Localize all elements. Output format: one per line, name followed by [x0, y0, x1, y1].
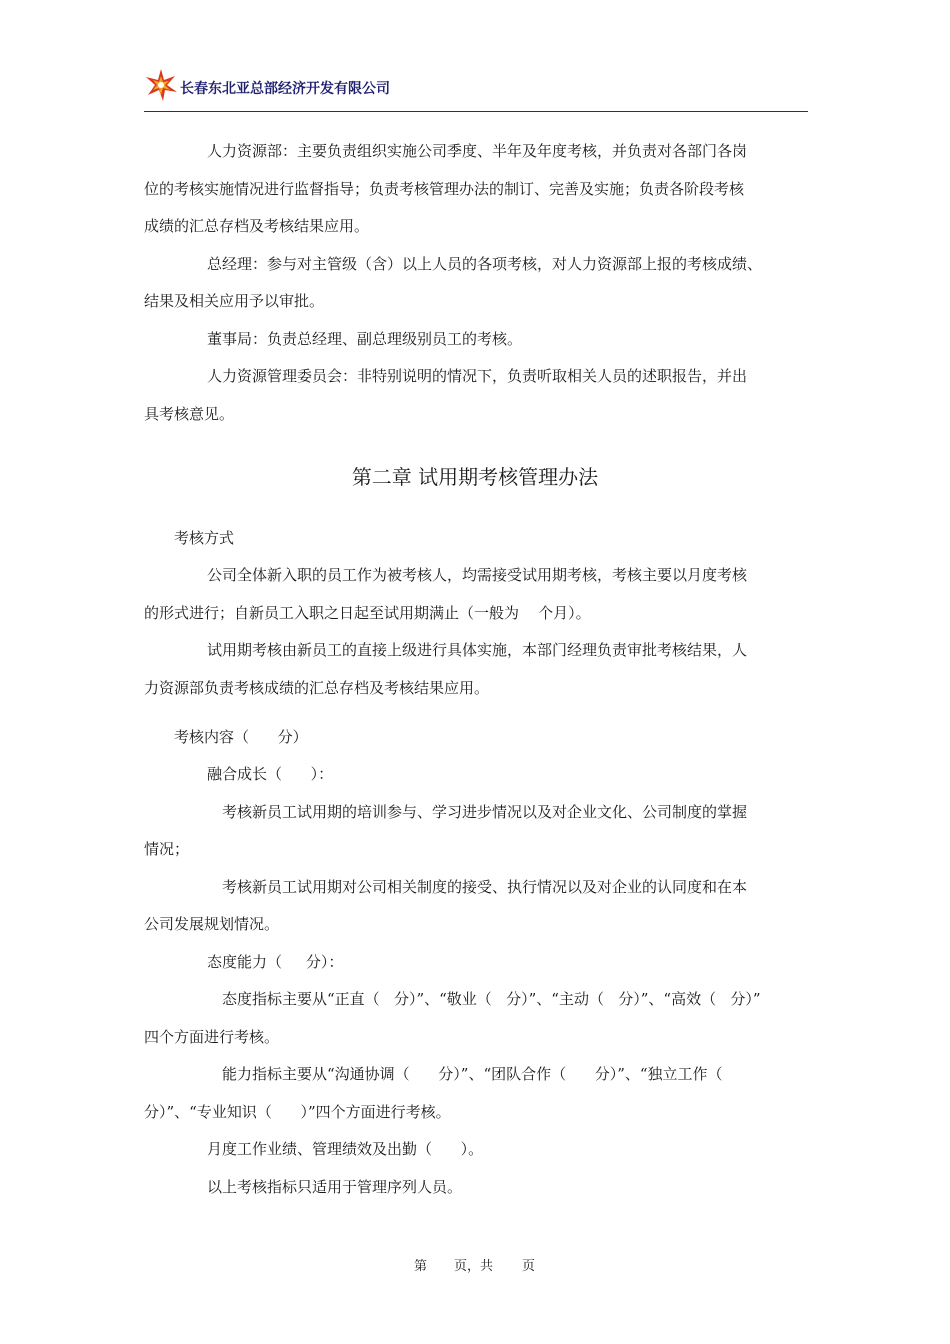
para-ability-1: 能力指标主要从“沟通协调（ 分）”、“团队合作（ 分）”、“独立工作（: [222, 1065, 723, 1083]
para-gm-2: 结果及相关应用予以审批。: [144, 292, 325, 310]
page-total-label: 页: [522, 1259, 536, 1274]
chapter-title: 第二章 试用期考核管理办法: [351, 465, 599, 489]
section-method: 考核方式: [174, 529, 235, 547]
para-board: 董事局：负责总经理、副总理级别员工的考核。: [207, 330, 523, 348]
para-growth-1: 考核新员工试用期的培训参与、学习进步情况以及对企业文化、公司制度的掌握: [222, 803, 748, 821]
para-growth-3: 考核新员工试用期对公司相关制度的接受、执行情况以及对企业的认同度和在本: [222, 878, 748, 896]
company-logo-icon: [144, 68, 178, 102]
para-growth-2: 情况；: [144, 840, 190, 858]
para-attitude-1: 态度指标主要从“正直（ 分）”、“敬业（ 分）”、“主动（ 分）”、“高效（ 分）”: [222, 990, 761, 1008]
item-performance: 月度工作业绩、管理绩效及出勤（ ）。: [207, 1140, 484, 1158]
para-ability-2: 分）”、“专业知识（ ）”四个方面进行考核。: [144, 1103, 451, 1121]
page-number-separator: 页，共: [454, 1259, 494, 1274]
header-divider: [144, 111, 808, 112]
para-committee-2: 具考核意见。: [144, 405, 235, 423]
page-number-label: 第: [414, 1259, 428, 1274]
item-attitude: 态度能力（ 分）：: [207, 953, 344, 971]
para-hr-3: 成绩的汇总存档及考核结果应用。: [144, 217, 370, 235]
para-method-1: 公司全体新入职的员工作为被考核人，均需接受试用期考核，考核主要以月度考核: [207, 566, 748, 584]
para-attitude-2: 四个方面进行考核。: [144, 1028, 280, 1046]
company-name: 长春东北亚总部经济开发有限公司: [180, 81, 390, 97]
para-growth-4: 公司发展规划情况。: [144, 915, 280, 933]
section-content: 考核内容（ 分）: [174, 728, 308, 746]
item-growth: 融合成长（ ）：: [207, 765, 334, 783]
para-committee-1: 人力资源管理委员会：非特别说明的情况下，负责听取相关人员的述职报告，并出: [207, 367, 748, 385]
para-gm-1: 总经理：参与对主管级（含）以上人员的各项考核，对人力资源部上报的考核成绩、: [207, 255, 763, 273]
para-method-4: 力资源部负责考核成绩的汇总存档及考核结果应用。: [144, 679, 490, 697]
para-method-2: 的形式进行；自新员工入职之日起至试用期满止（一般为 个月）。: [144, 604, 591, 622]
para-hr-2: 位的考核实施情况进行监督指导；负责考核管理办法的制订、完善及实施；负责各阶段考核: [144, 180, 745, 198]
para-method-3: 试用期考核由新员工的直接上级进行具体实施，本部门经理负责审批考核结果，人: [207, 641, 748, 659]
para-note: 以上考核指标只适用于管理序列人员。: [207, 1178, 463, 1196]
document-header: [144, 66, 808, 110]
para-hr-1: 人力资源部：主要负责组织实施公司季度、半年及年度考核，并负责对各部门各岗: [207, 142, 748, 160]
